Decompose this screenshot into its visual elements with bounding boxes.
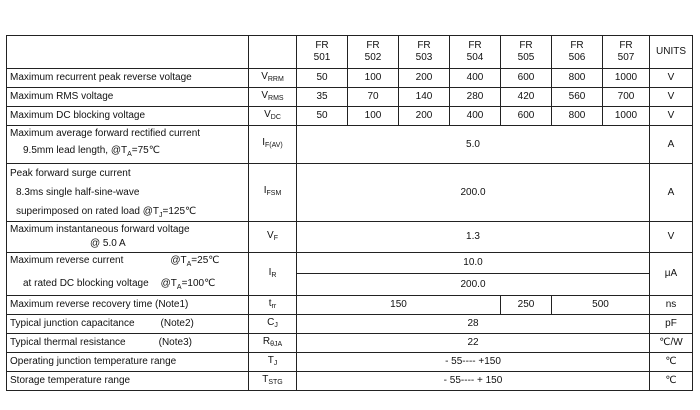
value-cell: 50 bbox=[297, 69, 348, 88]
value-cell: 400 bbox=[450, 107, 501, 126]
value-cell-split bbox=[297, 253, 650, 296]
value-cell: 200.0 bbox=[460, 279, 486, 290]
symbol-cell: $R_{\theta JA}$ bbox=[249, 334, 297, 353]
value-cell: 100 bbox=[348, 69, 399, 88]
unit-cell: V bbox=[650, 69, 693, 88]
param-label: Maximum DC blocking voltage bbox=[7, 107, 249, 126]
row-vdc bbox=[7, 107, 693, 126]
unit-cell: ℃/W bbox=[650, 334, 693, 353]
unit-cell: μA bbox=[650, 253, 693, 296]
unit-cell: V bbox=[650, 222, 693, 253]
value-cell: 100 bbox=[348, 107, 399, 126]
row-ir bbox=[7, 253, 693, 296]
param-label: Maximum RMS voltage bbox=[7, 88, 249, 107]
symbol-cell: $V_F$ bbox=[249, 222, 297, 253]
unit-cell: pF bbox=[650, 315, 693, 334]
row-tstg bbox=[7, 372, 693, 391]
symbol-cell: $T_{STG}$ bbox=[249, 372, 297, 391]
value-cell: 10.0 bbox=[297, 253, 649, 274]
model-header: FR 504 bbox=[450, 36, 501, 69]
symbol-cell: $V_{DC}$ bbox=[249, 107, 297, 126]
row-cj bbox=[7, 315, 693, 334]
value-cell: - 55---- +150 bbox=[297, 353, 650, 372]
unit-cell: A bbox=[650, 126, 693, 164]
value-cell: 1000 bbox=[603, 69, 650, 88]
unit-cell: ns bbox=[650, 296, 693, 315]
symbol-cell: $C_J$ bbox=[249, 315, 297, 334]
row-vf bbox=[7, 222, 693, 253]
value-cell: 200 bbox=[399, 107, 450, 126]
header-blank-cell bbox=[7, 36, 249, 69]
unit-cell: ℃ bbox=[650, 353, 693, 372]
param-label: Typical junction capacitance (Note2) bbox=[7, 315, 249, 334]
value-cell: 600 bbox=[501, 69, 552, 88]
value-cell: 1.3 bbox=[297, 222, 650, 253]
param-label: Operating junction temperature range bbox=[7, 353, 249, 372]
model-header: FR 506 bbox=[552, 36, 603, 69]
model-header: FR 505 bbox=[501, 36, 552, 69]
value-cell: 500 bbox=[552, 296, 650, 315]
value-cell: 600 bbox=[501, 107, 552, 126]
symbol-cell: $I_{F(AV)}$ bbox=[249, 126, 297, 164]
row-rth bbox=[7, 334, 693, 353]
row-tj bbox=[7, 353, 693, 372]
param-label: Typical thermal resistance (Note3) bbox=[7, 334, 249, 353]
row-ifav bbox=[7, 126, 693, 164]
value-cell: 50 bbox=[297, 107, 348, 126]
value-cell: 5.0 bbox=[297, 126, 650, 164]
unit-cell: V bbox=[650, 88, 693, 107]
value-cell: 280 bbox=[450, 88, 501, 107]
row-trr bbox=[7, 296, 693, 315]
ratings-table bbox=[6, 35, 693, 391]
value-cell: 250 bbox=[501, 296, 552, 315]
value-cell: 70 bbox=[348, 88, 399, 107]
param-label: Maximum average forward rectified current 9.5mm lead length, $@T_A=75℃$ bbox=[7, 126, 249, 164]
row-vrms bbox=[7, 88, 693, 107]
value-cell: 35 bbox=[297, 88, 348, 107]
unit-cell: A bbox=[650, 164, 693, 222]
param-label: Peak forward surge current 8.3ms single half-sine-wave superimposed on rated load $@T_J=125℃$ bbox=[7, 164, 249, 222]
header-row bbox=[7, 36, 693, 69]
model-header: FR 501 bbox=[297, 36, 348, 69]
value-cell: 1000 bbox=[603, 107, 650, 126]
param-label: Maximum reverse recovery time (Note1) bbox=[7, 296, 249, 315]
value-cell: 700 bbox=[603, 88, 650, 107]
value-cell: 420 bbox=[501, 88, 552, 107]
value-cell: 200 bbox=[399, 69, 450, 88]
value-cell: 140 bbox=[399, 88, 450, 107]
units-header: UNITS bbox=[650, 36, 693, 69]
header-blank-cell bbox=[249, 36, 297, 69]
symbol-cell: $V_{RMS}$ bbox=[249, 88, 297, 107]
symbol-cell: $t_{rr}$ bbox=[249, 296, 297, 315]
model-header: FR 502 bbox=[348, 36, 399, 69]
param-label: Storage temperature range bbox=[7, 372, 249, 391]
value-cell: 150 bbox=[297, 296, 501, 315]
param-label: Maximum recurrent peak reverse voltage bbox=[7, 69, 249, 88]
value-cell: 400 bbox=[450, 69, 501, 88]
unit-cell: ℃ bbox=[650, 372, 693, 391]
value-cell: 200.0 bbox=[297, 164, 650, 222]
symbol-cell: $I_R$ bbox=[249, 253, 297, 296]
symbol-cell: $V_{RRM}$ bbox=[249, 69, 297, 88]
row-vrrm bbox=[7, 69, 693, 88]
value-cell: 800 bbox=[552, 69, 603, 88]
value-cell: 800 bbox=[552, 107, 603, 126]
value-cell: 28 bbox=[297, 315, 650, 334]
value-cell: 22 bbox=[297, 334, 650, 353]
symbol-cell: $T_J$ bbox=[249, 353, 297, 372]
unit-cell: V bbox=[650, 107, 693, 126]
param-label: Maximum instantaneous forward voltage @ 5.0 A bbox=[7, 222, 249, 253]
value-cell: - 55---- + 150 bbox=[297, 372, 650, 391]
value-cell: 560 bbox=[552, 88, 603, 107]
symbol-cell: $I_{FSM}$ bbox=[249, 164, 297, 222]
model-header: FR 503 bbox=[399, 36, 450, 69]
model-header: FR 507 bbox=[603, 36, 650, 69]
param-label: Maximum reverse current $@T_A=25℃$ at rated DC blocking voltage $@T_A=100℃$ bbox=[7, 253, 249, 296]
row-ifsm bbox=[7, 164, 693, 222]
